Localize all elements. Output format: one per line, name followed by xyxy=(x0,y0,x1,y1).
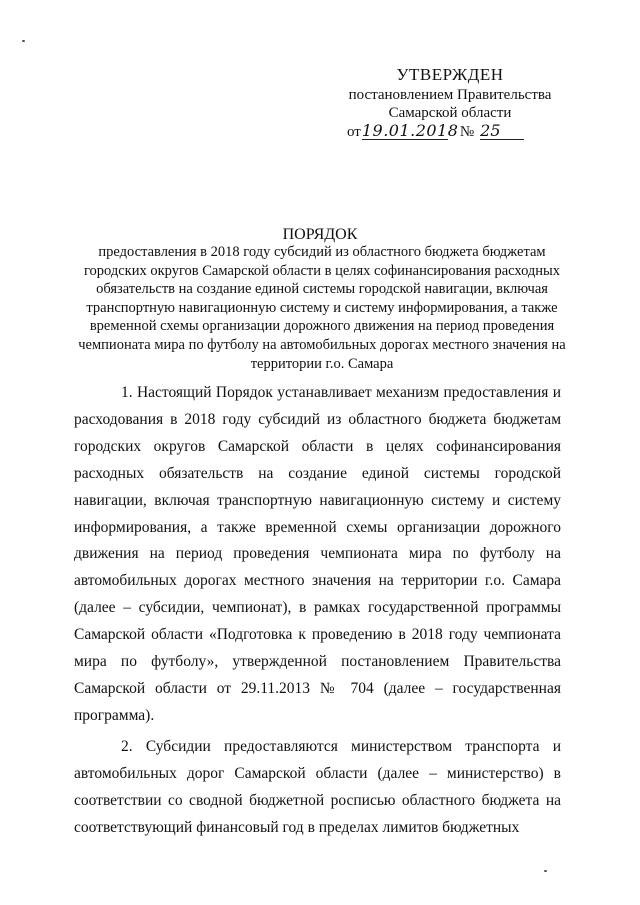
paragraph-1: 1. Настоящий Порядок устанавливает механизм предоставления и расходования в 2018 году субсидий из областного бюджета бюджетам городских округов Самарской области в целях софинансирования расходных обязательств на создание единой системы городской навигации, включая транспортную навигационную систему и систему информирования, а также временной схемы организации дорожного движения на период проведения чемпионата мира по футболу на автомобильных дорогах местного значения на территории г.о. Самара (далее – субсидии, чемпионат), в рамках государственной программы Самарской области «Подготовка к проведению в 2018 году чемпионата мира по футболу», утвержденной постановлением Правительства Самарской области от 29.11.2013 № 704 (далее – государственная программа). xyxy=(74,384,561,724)
approval-line-2: Самарской области xyxy=(388,105,512,121)
handwritten-number: 25 xyxy=(480,123,524,140)
approval-line-1: постановлением Правительства xyxy=(348,87,552,103)
document-title: ПОРЯДОК xyxy=(282,226,358,243)
scan-mark xyxy=(544,870,547,872)
handwritten-date: 19.01.2018 xyxy=(361,121,459,140)
scan-mark xyxy=(22,40,25,42)
paragraph-2: 2. Субсидии предоставляются министерством транспорта и автомобильных дорог Самарской области (далее – министерство) в соответствии со сводной бюджетной росписью областного бюджета на соответствующий финансовый год в пределах лимитов бюджетных xyxy=(74,737,561,836)
approval-title: УТВЕРЖДЕН xyxy=(396,65,504,84)
number-sign: № xyxy=(459,124,475,140)
approval-date-line xyxy=(335,123,565,141)
document-subtitle: предоставления в 2018 году субсидий из областного бюджета бюджетам городских округов Самарской области в целях софинансирования расходных обязательств на создание единой системы городской навигации, включая транспортную навигационную систему и систему информирования, а также временной схемы организации дорожного движения на период проведения чемпионата мира по футболу на автомобильных дорогах местного значения на территории г.о. Самара xyxy=(78,244,566,372)
date-prefix: от xyxy=(347,124,361,140)
document-body xyxy=(74,380,561,841)
approval-block xyxy=(335,66,565,141)
